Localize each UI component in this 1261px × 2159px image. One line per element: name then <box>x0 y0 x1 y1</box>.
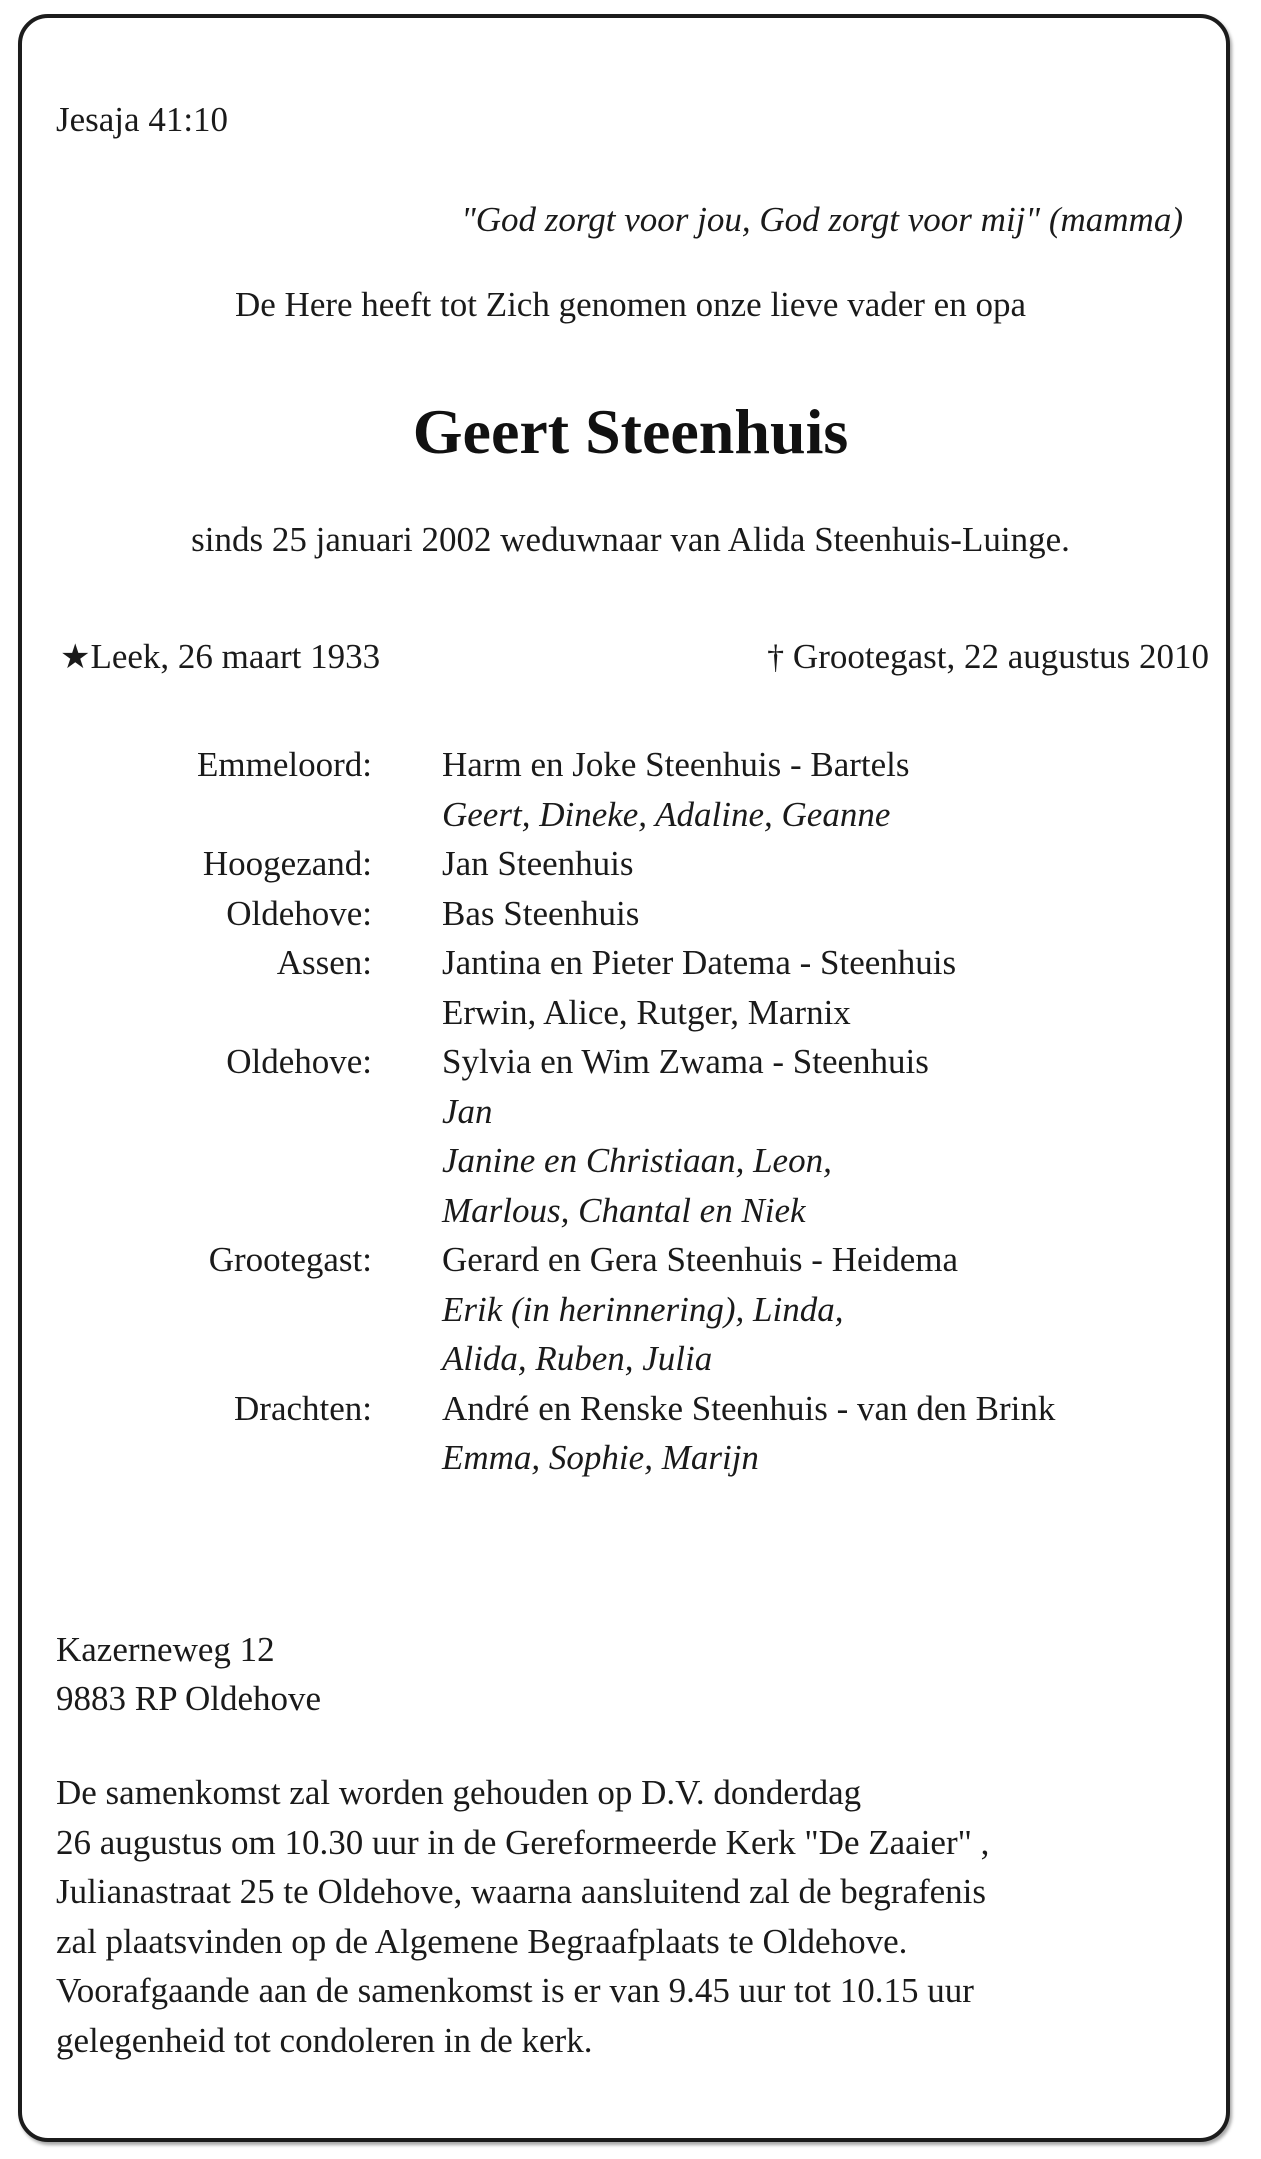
family-names: Jantina en Pieter Datema - Steenhuis <box>442 943 957 982</box>
family-place: Oldehove: <box>226 1042 372 1081</box>
service-info <box>56 1768 989 2065</box>
family-children: Jan <box>442 1091 493 1131</box>
service-line: zal plaatsvinden op de Algemene Begraafplaats te Oldehove. <box>56 1921 908 1961</box>
family-names: Jan Steenhuis <box>442 844 634 883</box>
family-children: Geert, Dineke, Adaline, Geanne <box>442 794 891 834</box>
family-entry <box>100 839 1200 889</box>
service-line: Julianastraat 25 te Oldehove, waarna aansluitend zal de begrafenis <box>56 1872 987 1911</box>
cross-icon: † <box>767 639 785 676</box>
family-children: Erik (in herinnering), Linda, <box>442 1289 844 1329</box>
family-entry <box>100 1037 1200 1087</box>
family-entry <box>100 938 1200 988</box>
family-place: Oldehove: <box>226 893 372 933</box>
widower-line: sinds 25 januari 2002 weduwnaar van Alida Steenhuis-Luinge. <box>191 520 1070 559</box>
service-line: gelegenheid tot condoleren in de kerk. <box>56 2020 593 2060</box>
address-city: 9883 RP Oldehove <box>56 1679 322 1718</box>
quote: "God zorgt voor jou, God zorgt voor mij" (mamma) <box>461 200 1183 239</box>
birth-text: Leek, 26 maart 1933 <box>90 637 381 676</box>
family-names: Sylvia en Wim Zwama - Steenhuis <box>442 1042 929 1081</box>
family-entry <box>100 1384 1200 1434</box>
service-line: De samenkomst zal worden gehouden op D.V. donderdag <box>56 1773 862 1812</box>
address-street: Kazerneweg 12 <box>56 1630 275 1669</box>
address-block <box>56 1625 321 1723</box>
family-names: Gerard en Gera Steenhuis - Heidema <box>442 1240 959 1279</box>
family-place: Emmeloord: <box>197 745 372 784</box>
family-children: Emma, Sophie, Marijn <box>442 1438 759 1477</box>
bible-reference: Jesaja 41:10 <box>56 100 229 139</box>
family-place: Grootegast: <box>208 1240 372 1279</box>
family-place: Assen: <box>276 943 372 982</box>
death-text: Grootegast, 22 augustus 2010 <box>792 637 1209 676</box>
family-names: Bas Steenhuis <box>442 893 640 933</box>
star-icon: ★ <box>60 639 91 676</box>
family-entry <box>100 740 1200 790</box>
birth-info <box>60 637 380 678</box>
service-line: Voorafgaande aan de samenkomst is er van 9.45 uur tot 10.15 uur <box>56 1971 974 2010</box>
family-children: Janine en Christiaan, Leon, <box>442 1141 832 1180</box>
family-entry <box>100 889 1200 939</box>
intro-text: De Here heeft tot Zich genomen onze lieve vader en opa <box>234 285 1027 324</box>
family-place: Hoogezand: <box>202 844 372 883</box>
deceased-name: Geert Steenhuis <box>412 396 849 467</box>
death-info <box>767 637 1209 678</box>
family-list <box>100 740 1200 1483</box>
family-place: Drachten: <box>234 1388 372 1428</box>
family-names: Harm en Joke Steenhuis - Bartels <box>442 745 910 784</box>
family-children: Alida, Ruben, Julia <box>442 1339 713 1378</box>
family-children: Marlous, Chantal en Niek <box>442 1190 806 1230</box>
family-names: André en Renske Steenhuis - van den Brink <box>442 1388 1056 1428</box>
family-entry <box>100 1235 1200 1285</box>
service-line: 26 augustus om 10.30 uur in de Gereformeerde Kerk "De Zaaier" , <box>56 1822 990 1862</box>
family-children: Erwin, Alice, Rutger, Marnix <box>442 992 851 1032</box>
